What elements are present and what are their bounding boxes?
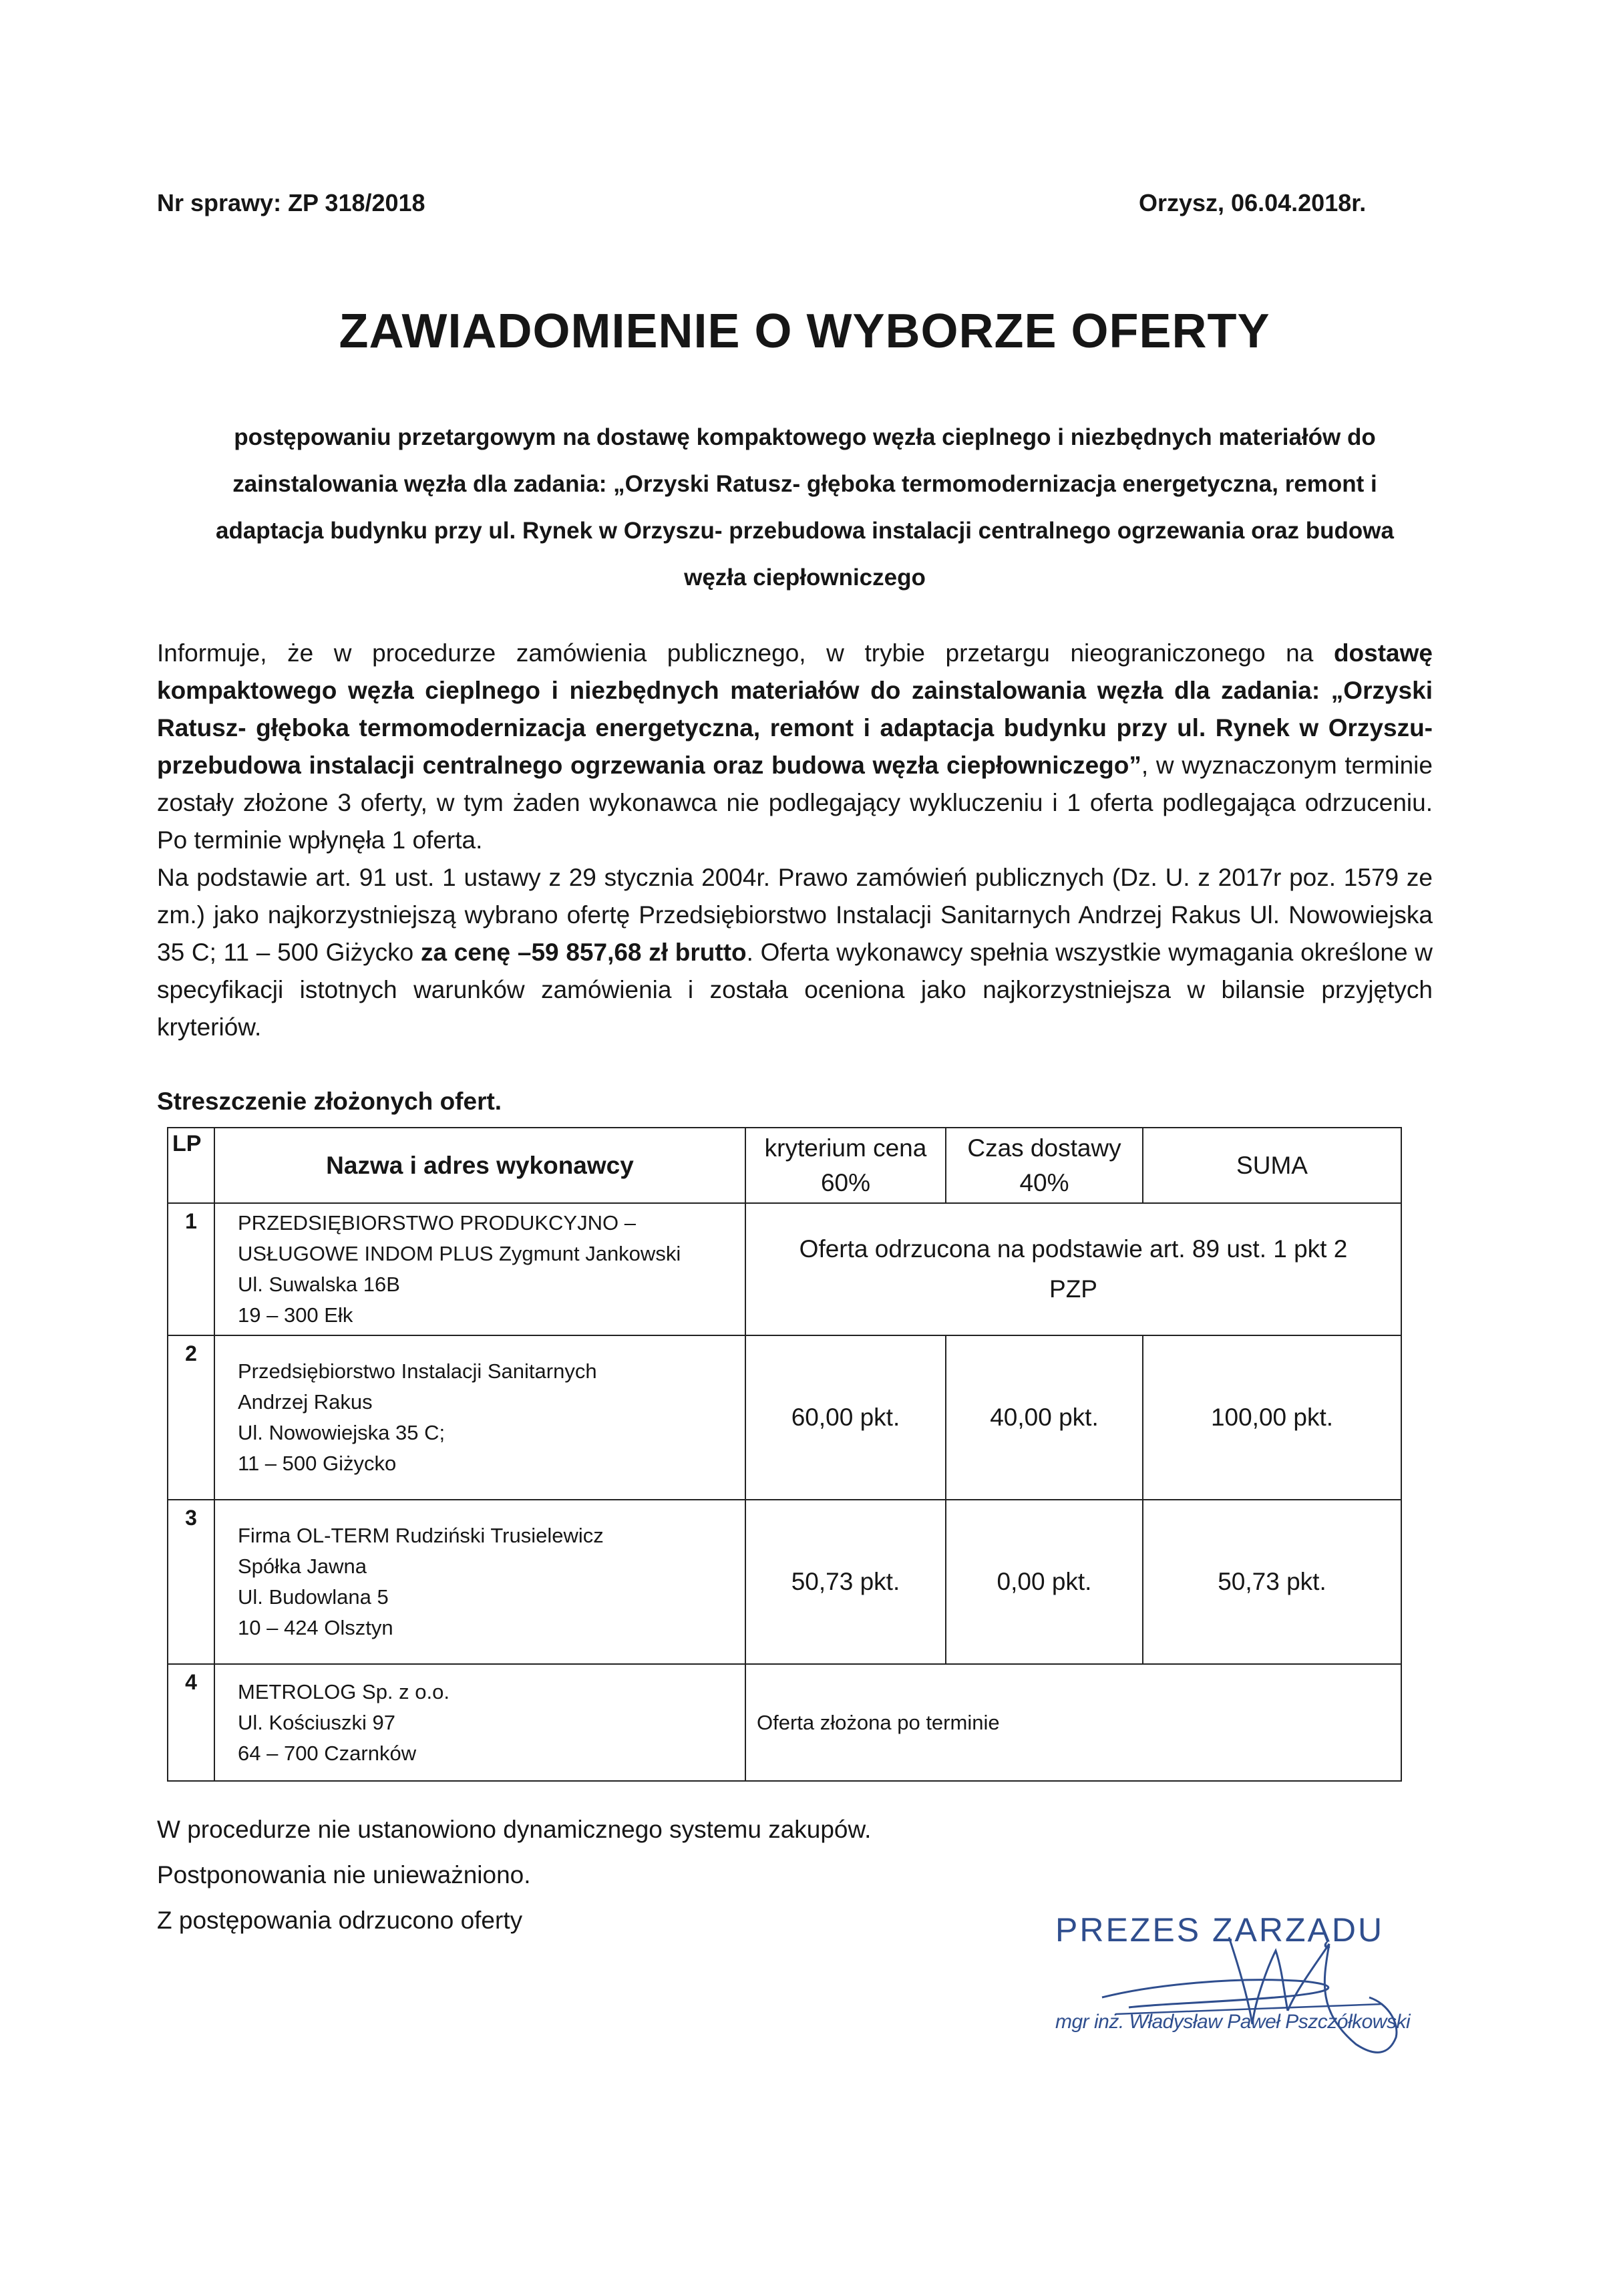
case-number: Nr sprawy: ZP 318/2018: [157, 189, 425, 216]
name-line: Ul. Kościuszki 97: [238, 1710, 396, 1734]
row-name: [214, 1500, 745, 1664]
document-title: ZAWIADOMIENIE O WYBORZE OFERTY: [339, 305, 1270, 358]
row-sum: 50,73 pkt.: [1143, 1500, 1401, 1664]
row-note: Oferta odrzucona na podstawie art. 89 ust. 1 pkt 2 PZP: [745, 1203, 1401, 1335]
offers-table: [167, 1127, 1402, 1782]
row-lp: 3: [168, 1500, 214, 1664]
name-line: Przedsiębiorstwo Instalacji Sanitarnych: [238, 1359, 597, 1383]
row-price: 60,00 pkt.: [745, 1335, 946, 1500]
table-header-row: [168, 1128, 1401, 1203]
row-lp: 1: [168, 1203, 214, 1335]
place-date: Orzysz, 06.04.2018r.: [1139, 189, 1367, 216]
body-p1-intro: Informuje, że w procedurze zamówienia publicznego, w trybie przetargu nieograniczonego na: [157, 639, 1334, 667]
name-line: 64 – 700 Czarnków: [238, 1741, 417, 1765]
summary-heading: Streszczenie złożonych ofert.: [157, 1088, 502, 1115]
table-row: [168, 1500, 1401, 1664]
body-p2-basis: Na podstawie art. 91 ust. 1 ustawy z 29 stycznia 2004r. Prawo zamówień publicznych (Dz. U. z 2017r poz. 1579 ze zm.) jako najkorzystniejszą wybrano ofertę Przedsiębiorstwo Instalacji Sanitarnych Andrzej Rakus Ul. Nowowiejska 35 C; 11 – 500 Giżycko: [157, 864, 1433, 966]
table-row: [168, 1335, 1401, 1500]
body-text: [157, 635, 1433, 1046]
table-row: [168, 1203, 1401, 1335]
row-sum: 100,00 pkt.: [1143, 1335, 1401, 1500]
name-line: Ul. Suwalska 16B: [238, 1273, 400, 1296]
header-price: kryterium cena 60%: [745, 1128, 946, 1203]
body-p2-justification: . Oferta wykonawcy spełnia wszystkie wymagania określone w specyfikacji istotnych warunków zamówienia i została oceniona jako najkorzystniejsza w bilansie przyjętych kryteriów.: [157, 939, 1433, 1041]
row-name: [214, 1335, 745, 1500]
header-lp: LP: [168, 1128, 214, 1203]
stamp-name: mgr inż. Władysław Paweł Pszczółkowski: [1055, 2011, 1411, 2033]
name-line: USŁUGOWE INDOM PLUS Zygmunt Jankowski: [238, 1242, 681, 1265]
stamp-title: PREZES ZARZĄDU: [1055, 1911, 1385, 1949]
row-delivery: 40,00 pkt.: [946, 1335, 1143, 1500]
row-name: [214, 1664, 745, 1781]
header-name: Nazwa i adres wykonawcy: [214, 1128, 745, 1203]
name-line: 19 – 300 Ełk: [238, 1303, 353, 1327]
header-delivery: Czas dostawy 40%: [946, 1128, 1143, 1203]
name-line: 11 – 500 Giżycko: [238, 1452, 397, 1475]
name-line: Ul. Nowowiejska 35 C;: [238, 1421, 445, 1444]
closing-line: Postponowania nie unieważniono.: [157, 1861, 531, 1889]
body-p1-task: dostawę kompaktowego węzła cieplnego i niezbędnych materiałów do zainstalowania węzła dla zadania: „Orzyski Ratusz- głęboka termomodernizacja energetyczna, remont i adaptacja budynku przy ul. Rynek w Orzyszu- przebudowa instalacji centralnego ogrzewania oraz budowa węzła ciepłowniczego”: [157, 639, 1433, 779]
name-line: Ul. Budowlana 5: [238, 1585, 389, 1609]
row-name: [214, 1203, 745, 1335]
row-note: Oferta złożona po terminie: [745, 1664, 1401, 1781]
name-line: Spółka Jawna: [238, 1554, 367, 1578]
name-line: PRZEDSIĘBIORSTWO PRODUKCYJNO –: [238, 1211, 636, 1235]
name-line: METROLOG Sp. z o.o.: [238, 1679, 450, 1703]
header-sum: SUMA: [1143, 1128, 1401, 1203]
body-p2-price: za cenę –59 857,68 zł brutto: [420, 939, 747, 966]
closing-line: W procedurze nie ustanowiono dynamicznego systemu zakupów.: [157, 1816, 872, 1843]
name-line: Andrzej Rakus: [238, 1390, 373, 1414]
body-p1-result: , w wyznaczonym terminie zostały złożone 3 oferty, w tym żaden wykonawca nie podlegający wykluczeniu i 1 oferta podlegająca odrzuceniu. Po terminie wpłynęła 1 oferta.: [157, 752, 1433, 854]
signature-scribble: [1075, 1897, 1449, 2084]
name-line: 10 – 424 Olsztyn: [238, 1616, 393, 1639]
row-delivery: 0,00 pkt.: [946, 1500, 1143, 1664]
body-paragraph-2: [157, 859, 1433, 1046]
row-lp: 4: [168, 1664, 214, 1781]
closing-notes: [157, 1807, 871, 1943]
row-price: 50,73 pkt.: [745, 1500, 946, 1664]
name-line: Firma OL-TERM Rudziński Trusielewicz: [238, 1524, 604, 1547]
row-lp: 2: [168, 1335, 214, 1500]
body-paragraph-1: [157, 635, 1433, 859]
table-row: [168, 1664, 1401, 1781]
subject-text: postępowaniu przetargowym na dostawę kompaktowego węzła cieplnego i niezbędnych materiałów do zainstalowania węzła dla zadania: „Orzyski Ratusz- głęboka termomodernizacja energetyczna, remont i adaptacja budynku przy ul. Rynek w Orzyszu- przebudowa instalacji centralnego ogrzewania oraz budowa węzła ciepłowniczego: [216, 424, 1394, 591]
closing-line: Z postępowania odrzucono oferty: [157, 1907, 523, 1934]
